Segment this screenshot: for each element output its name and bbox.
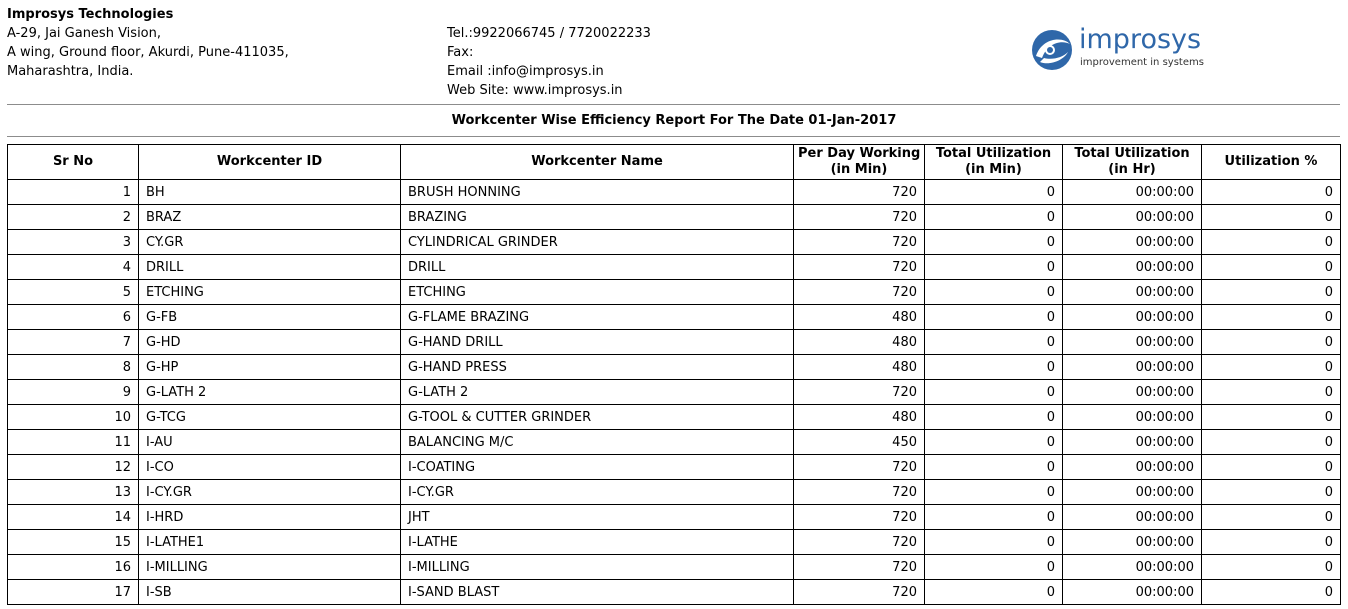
cell-sr-no: 10 (8, 405, 139, 430)
contact-tel: Tel.:9922066745 / 7720022233 (447, 26, 651, 41)
cell-workcenter-id: I-AU (139, 430, 401, 455)
cell-per-day-working: 480 (794, 405, 925, 430)
col-header-total-util-min: Total Utilization (in Min) (925, 145, 1063, 180)
table-row (8, 530, 1341, 555)
table-row (8, 455, 1341, 480)
cell-total-util-hr: 00:00:00 (1063, 455, 1202, 480)
cell-sr-no: 8 (8, 355, 139, 380)
cell-utilization-pct: 0 (1202, 305, 1341, 330)
col-header-utilization-pct: Utilization % (1202, 145, 1341, 180)
cell-workcenter-id: G-LATH 2 (139, 380, 401, 405)
cell-sr-no: 14 (8, 505, 139, 530)
cell-per-day-working: 720 (794, 555, 925, 580)
contact-fax: Fax: (447, 45, 474, 60)
cell-total-util-hr: 00:00:00 (1063, 305, 1202, 330)
cell-utilization-pct: 0 (1202, 430, 1341, 455)
cell-total-util-min: 0 (925, 355, 1063, 380)
table-header-row (8, 145, 1341, 180)
cell-total-util-hr: 00:00:00 (1063, 430, 1202, 455)
cell-total-util-hr: 00:00:00 (1063, 280, 1202, 305)
cell-workcenter-name: G-HAND DRILL (401, 330, 794, 355)
cell-sr-no: 1 (8, 180, 139, 205)
cell-total-util-hr: 00:00:00 (1063, 330, 1202, 355)
cell-total-util-hr: 00:00:00 (1063, 480, 1202, 505)
cell-workcenter-id: ETCHING (139, 280, 401, 305)
contact-website: Web Site: www.improsys.in (447, 83, 623, 98)
cell-workcenter-name: I-LATHE (401, 530, 794, 555)
cell-workcenter-id: G-HD (139, 330, 401, 355)
cell-total-util-min: 0 (925, 255, 1063, 280)
table-row (8, 230, 1341, 255)
table-row (8, 405, 1341, 430)
table-row (8, 205, 1341, 230)
cell-sr-no: 2 (8, 205, 139, 230)
cell-workcenter-name: ETCHING (401, 280, 794, 305)
cell-workcenter-id: DRILL (139, 255, 401, 280)
cell-sr-no: 7 (8, 330, 139, 355)
cell-sr-no: 4 (8, 255, 139, 280)
cell-utilization-pct: 0 (1202, 455, 1341, 480)
cell-utilization-pct: 0 (1202, 230, 1341, 255)
col-header-workcenter-id: Workcenter ID (139, 145, 401, 180)
cell-workcenter-id: G-HP (139, 355, 401, 380)
cell-total-util-min: 0 (925, 180, 1063, 205)
cell-total-util-hr: 00:00:00 (1063, 205, 1202, 230)
address-line-1: A-29, Jai Ganesh Vision, (7, 26, 162, 41)
cell-per-day-working: 450 (794, 430, 925, 455)
cell-sr-no: 13 (8, 480, 139, 505)
logo-swirl-icon (1028, 28, 1076, 72)
cell-per-day-working: 720 (794, 580, 925, 605)
cell-total-util-min: 0 (925, 205, 1063, 230)
table-row (8, 555, 1341, 580)
table-row (8, 380, 1341, 405)
cell-workcenter-name: I-CY.GR (401, 480, 794, 505)
efficiency-table (7, 144, 1341, 605)
cell-workcenter-id: I-HRD (139, 505, 401, 530)
cell-per-day-working: 720 (794, 280, 925, 305)
cell-utilization-pct: 0 (1202, 530, 1341, 555)
cell-workcenter-name: I-MILLING (401, 555, 794, 580)
cell-utilization-pct: 0 (1202, 355, 1341, 380)
table-row (8, 505, 1341, 530)
cell-total-util-hr: 00:00:00 (1063, 255, 1202, 280)
cell-workcenter-id: G-TCG (139, 405, 401, 430)
cell-workcenter-name: CYLINDRICAL GRINDER (401, 230, 794, 255)
cell-per-day-working: 720 (794, 255, 925, 280)
cell-per-day-working: 720 (794, 230, 925, 255)
cell-workcenter-id: I-SB (139, 580, 401, 605)
cell-sr-no: 6 (8, 305, 139, 330)
cell-total-util-hr: 00:00:00 (1063, 180, 1202, 205)
cell-total-util-hr: 00:00:00 (1063, 505, 1202, 530)
table-row (8, 580, 1341, 605)
cell-per-day-working: 720 (794, 505, 925, 530)
cell-utilization-pct: 0 (1202, 505, 1341, 530)
cell-total-util-hr: 00:00:00 (1063, 405, 1202, 430)
cell-utilization-pct: 0 (1202, 255, 1341, 280)
cell-sr-no: 3 (8, 230, 139, 255)
cell-workcenter-id: I-CY.GR (139, 480, 401, 505)
cell-sr-no: 5 (8, 280, 139, 305)
cell-total-util-min: 0 (925, 230, 1063, 255)
cell-workcenter-id: G-FB (139, 305, 401, 330)
cell-workcenter-name: JHT (401, 505, 794, 530)
cell-workcenter-name: BRUSH HONNING (401, 180, 794, 205)
company-name: Improsys Technologies (7, 7, 174, 22)
cell-total-util-hr: 00:00:00 (1063, 380, 1202, 405)
cell-total-util-min: 0 (925, 530, 1063, 555)
cell-per-day-working: 480 (794, 305, 925, 330)
contact-email: Email :info@improsys.in (447, 64, 604, 79)
table-row (8, 480, 1341, 505)
logo-tagline: improvement in systems (1080, 57, 1204, 68)
cell-utilization-pct: 0 (1202, 405, 1341, 430)
cell-total-util-hr: 00:00:00 (1063, 355, 1202, 380)
title-divider (7, 136, 1340, 137)
cell-workcenter-name: DRILL (401, 255, 794, 280)
address-line-2: A wing, Ground floor, Akurdi, Pune-411035, (7, 45, 289, 60)
cell-workcenter-name: BRAZING (401, 205, 794, 230)
cell-sr-no: 17 (8, 580, 139, 605)
cell-workcenter-id: BH (139, 180, 401, 205)
cell-per-day-working: 720 (794, 455, 925, 480)
cell-total-util-min: 0 (925, 380, 1063, 405)
cell-total-util-min: 0 (925, 580, 1063, 605)
col-header-per-day-working: Per Day Working (in Min) (794, 145, 925, 180)
cell-utilization-pct: 0 (1202, 205, 1341, 230)
cell-utilization-pct: 0 (1202, 380, 1341, 405)
table-row (8, 255, 1341, 280)
cell-total-util-hr: 00:00:00 (1063, 530, 1202, 555)
cell-total-util-hr: 00:00:00 (1063, 555, 1202, 580)
company-block (7, 5, 289, 81)
cell-utilization-pct: 0 (1202, 280, 1341, 305)
table-row (8, 305, 1341, 330)
cell-total-util-min: 0 (925, 430, 1063, 455)
cell-utilization-pct: 0 (1202, 555, 1341, 580)
cell-utilization-pct: 0 (1202, 580, 1341, 605)
cell-sr-no: 15 (8, 530, 139, 555)
cell-sr-no: 11 (8, 430, 139, 455)
cell-workcenter-id: BRAZ (139, 205, 401, 230)
cell-total-util-min: 0 (925, 555, 1063, 580)
report-title: Workcenter Wise Efficiency Report For The Date 01-Jan-2017 (451, 113, 897, 128)
table-row (8, 280, 1341, 305)
cell-total-util-min: 0 (925, 505, 1063, 530)
cell-workcenter-name: G-FLAME BRAZING (401, 305, 794, 330)
cell-total-util-min: 0 (925, 405, 1063, 430)
table-row (8, 430, 1341, 455)
cell-utilization-pct: 0 (1202, 480, 1341, 505)
header-divider (7, 104, 1340, 105)
cell-workcenter-id: I-LATHE1 (139, 530, 401, 555)
cell-sr-no: 16 (8, 555, 139, 580)
cell-per-day-working: 720 (794, 205, 925, 230)
improsys-logo (1028, 24, 1208, 74)
cell-utilization-pct: 0 (1202, 180, 1341, 205)
table-row (8, 180, 1341, 205)
cell-total-util-min: 0 (925, 455, 1063, 480)
cell-workcenter-name: I-SAND BLAST (401, 580, 794, 605)
cell-total-util-min: 0 (925, 330, 1063, 355)
cell-sr-no: 12 (8, 455, 139, 480)
col-header-total-util-hr: Total Utilization (in Hr) (1063, 145, 1202, 180)
cell-per-day-working: 480 (794, 355, 925, 380)
cell-workcenter-name: G-HAND PRESS (401, 355, 794, 380)
contact-block (447, 24, 651, 100)
cell-per-day-working: 480 (794, 330, 925, 355)
address-line-3: Maharashtra, India. (7, 64, 134, 79)
table-row (8, 355, 1341, 380)
cell-workcenter-id: CY.GR (139, 230, 401, 255)
cell-per-day-working: 720 (794, 380, 925, 405)
cell-workcenter-id: I-CO (139, 455, 401, 480)
cell-total-util-min: 0 (925, 305, 1063, 330)
cell-sr-no: 9 (8, 380, 139, 405)
cell-workcenter-id: I-MILLING (139, 555, 401, 580)
cell-workcenter-name: G-TOOL & CUTTER GRINDER (401, 405, 794, 430)
cell-total-util-min: 0 (925, 480, 1063, 505)
table-row (8, 330, 1341, 355)
col-header-workcenter-name: Workcenter Name (401, 145, 794, 180)
col-header-sr-no: Sr No (8, 145, 139, 180)
report-header (0, 0, 1348, 104)
cell-per-day-working: 720 (794, 180, 925, 205)
cell-workcenter-name: G-LATH 2 (401, 380, 794, 405)
cell-total-util-hr: 00:00:00 (1063, 230, 1202, 255)
cell-workcenter-name: BALANCING M/C (401, 430, 794, 455)
cell-total-util-min: 0 (925, 280, 1063, 305)
cell-per-day-working: 720 (794, 480, 925, 505)
cell-total-util-hr: 00:00:00 (1063, 580, 1202, 605)
cell-per-day-working: 720 (794, 530, 925, 555)
cell-utilization-pct: 0 (1202, 330, 1341, 355)
logo-wordmark: improsys (1079, 24, 1202, 55)
cell-workcenter-name: I-COATING (401, 455, 794, 480)
